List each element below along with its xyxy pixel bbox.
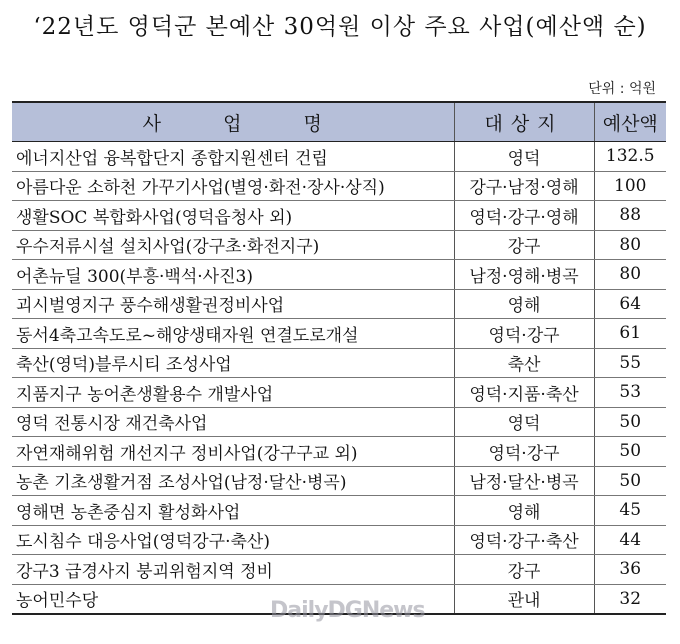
target-site-cell: 강구 bbox=[454, 555, 594, 585]
budget-amount-cell: 61 bbox=[594, 319, 666, 349]
table-row bbox=[12, 466, 666, 496]
project-name-cell: 영덕 전통시장 재건축사업 bbox=[12, 407, 454, 437]
table-row bbox=[12, 555, 666, 585]
unit-label: 단위 : 억원 bbox=[588, 81, 656, 97]
budget-amount-cell: 88 bbox=[594, 201, 666, 231]
target-site-cell: 강구 bbox=[454, 230, 594, 260]
table-row bbox=[12, 201, 666, 231]
target-site-cell: 영덕·강구·영해 bbox=[454, 201, 594, 231]
table-row bbox=[12, 171, 666, 201]
budget-amount-cell: 36 bbox=[594, 555, 666, 585]
table-row bbox=[12, 407, 666, 437]
budget-amount-cell: 64 bbox=[594, 289, 666, 319]
budget-amount-cell: 45 bbox=[594, 496, 666, 526]
project-name-cell: 강구3 급경사지 붕괴위험지역 정비 bbox=[12, 555, 454, 585]
project-name-cell: 자연재해위험 개선지구 정비사업(강구구교 외) bbox=[12, 437, 454, 467]
budget-amount-cell: 100 bbox=[594, 171, 666, 201]
project-name-cell: 영해면 농촌중심지 활성화사업 bbox=[12, 496, 454, 526]
target-site-cell: 강구·남정·영해 bbox=[454, 171, 594, 201]
table-row bbox=[12, 142, 666, 172]
target-site-cell: 축산 bbox=[454, 348, 594, 378]
target-site-cell: 영덕·지품·축산 bbox=[454, 378, 594, 408]
document-title: ‘22년도 영덕군 본예산 30억원 이상 주요 사업(예산액 순) bbox=[33, 14, 647, 40]
header-target-site: 대상지 bbox=[454, 102, 594, 142]
table-row bbox=[12, 289, 666, 319]
budget-amount-cell: 53 bbox=[594, 378, 666, 408]
target-site-cell: 영덕·강구·축산 bbox=[454, 525, 594, 555]
project-name-cell: 지품지구 농어촌생활용수 개발사업 bbox=[12, 378, 454, 408]
target-site-cell: 영덕·강구 bbox=[454, 319, 594, 349]
target-site-cell: 영덕·강구 bbox=[454, 437, 594, 467]
project-name-cell: 축산(영덕)블루시티 조성사업 bbox=[12, 348, 454, 378]
table-row bbox=[12, 496, 666, 526]
project-name-cell: 생활SOC 복합화사업(영덕읍청사 외) bbox=[12, 201, 454, 231]
project-name-cell: 도시침수 대응사업(영덕강구·축산) bbox=[12, 525, 454, 555]
header-project-name: 사 업 명 bbox=[12, 102, 454, 142]
table-row bbox=[12, 260, 666, 290]
project-name-cell: 농촌 기초생활거점 조성사업(남정·달산·병곡) bbox=[12, 466, 454, 496]
project-name-cell: 에너지산업 융복합단지 종합지원센터 건립 bbox=[12, 142, 454, 172]
watermark-logo: DailyDGNews bbox=[270, 598, 425, 623]
budget-amount-cell: 50 bbox=[594, 437, 666, 467]
budget-amount-cell: 50 bbox=[594, 466, 666, 496]
header-budget-amount: 예산액 bbox=[594, 102, 666, 142]
target-site-cell: 남정·달산·병곡 bbox=[454, 466, 594, 496]
table-row bbox=[12, 437, 666, 467]
budget-amount-cell: 55 bbox=[594, 348, 666, 378]
target-site-cell: 관내 bbox=[454, 584, 594, 614]
table-row bbox=[12, 348, 666, 378]
table-row bbox=[12, 319, 666, 349]
table-row bbox=[12, 525, 666, 555]
table-row bbox=[12, 378, 666, 408]
target-site-cell: 영덕 bbox=[454, 142, 594, 172]
target-site-cell: 영덕 bbox=[454, 407, 594, 437]
project-name-cell: 아름다운 소하천 가꾸기사업(별영·화전·장사·상직) bbox=[12, 171, 454, 201]
target-site-cell: 남정·영해·병곡 bbox=[454, 260, 594, 290]
project-name-cell: 어촌뉴딜 300(부흥·백석·사진3) bbox=[12, 260, 454, 290]
table-row bbox=[12, 230, 666, 260]
budget-amount-cell: 32 bbox=[594, 584, 666, 614]
budget-amount-cell: 44 bbox=[594, 525, 666, 555]
budget-amount-cell: 80 bbox=[594, 260, 666, 290]
table-header-row bbox=[12, 102, 666, 142]
budget-table bbox=[12, 101, 666, 615]
target-site-cell: 영해 bbox=[454, 496, 594, 526]
budget-amount-cell: 132.5 bbox=[594, 142, 666, 172]
project-name-cell: 동서4축고속도로~해양생태자원 연결도로개설 bbox=[12, 319, 454, 349]
budget-amount-cell: 80 bbox=[594, 230, 666, 260]
project-name-cell: 농어민수당 bbox=[12, 584, 454, 614]
target-site-cell: 영해 bbox=[454, 289, 594, 319]
budget-amount-cell: 50 bbox=[594, 407, 666, 437]
project-name-cell: 우수저류시설 설치사업(강구초·화전지구) bbox=[12, 230, 454, 260]
project-name-cell: 괴시벌영지구 풍수해생활권정비사업 bbox=[12, 289, 454, 319]
